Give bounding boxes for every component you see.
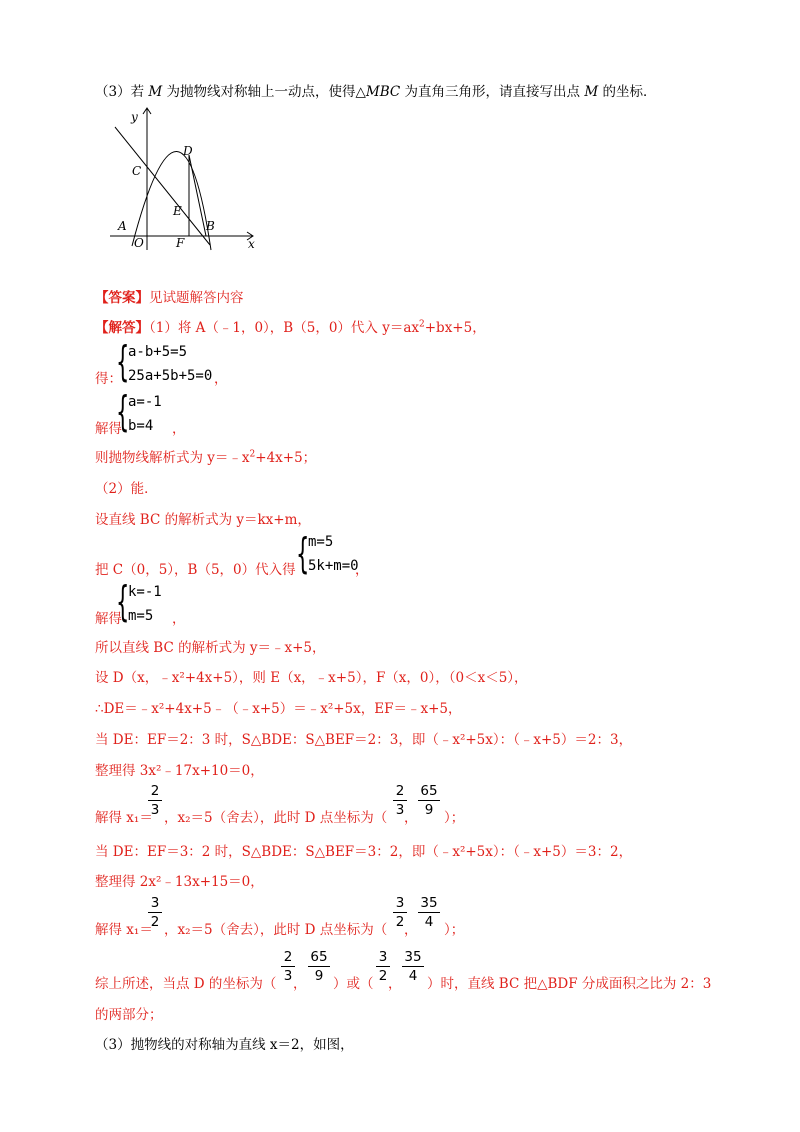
- fraction-3c: 3 2: [376, 949, 390, 984]
- case2: 当 DE：EF＝3：2 时，S△BDE：S△BEF＝3：2，即（﹣x²+5x）：（﹣x+5）＝3：2，: [95, 844, 633, 860]
- label-A: A: [118, 219, 127, 233]
- solution2-c: ，: [404, 922, 418, 938]
- case1: 当 DE：EF＝2：3 时，S△BDE：S△BEF＝2：3，即（﹣x²+5x）：（﹣x+5）＝2：3，: [95, 732, 633, 748]
- summary-a: 综上所述，当点 D 的坐标为（: [95, 976, 277, 992]
- system2-comma: ，: [172, 421, 186, 437]
- solution1-a: 解得 x₁＝: [95, 810, 153, 826]
- line-bc-result: 所以直线 BC 的解析式为 y＝﹣x+5，: [95, 640, 326, 656]
- fraction-2b: 3 2: [393, 895, 407, 930]
- fraction-3d: 35 4: [402, 949, 424, 984]
- label-y: y: [131, 110, 138, 124]
- system3-label: 把 C（0，5），B（5，0）代入得: [95, 562, 296, 578]
- summary-b: ，: [293, 976, 307, 992]
- solution-step1: 【解答】（1）将 A（﹣1，0），B（5，0）代入 $y=ax^2+bx+5$，: [95, 319, 486, 336]
- system3-comma: ，: [355, 562, 369, 578]
- system2-label: 解得: [95, 421, 122, 437]
- brace-4: {: [116, 577, 130, 626]
- system4: k=-1 m=5: [128, 584, 162, 624]
- system1-label: 得：: [95, 371, 122, 387]
- label-E: E: [173, 204, 182, 218]
- solution2-b: ，x₂＝5（舍去），此时 D 点坐标为（: [164, 922, 388, 938]
- part3-axis: （3）抛物线的对称轴为直线 x＝2，如图，: [95, 1037, 354, 1053]
- label-B: B: [206, 219, 215, 233]
- brace-1: {: [116, 337, 130, 386]
- line-bc-setup: 设直线 BC 的解析式为 y＝kx+m，: [95, 512, 311, 528]
- brace-3: {: [296, 529, 310, 578]
- equation1: 整理得 3x²﹣17x+10＝0，: [95, 763, 264, 779]
- answer-line: 【答案】见试题解答内容: [95, 290, 244, 306]
- fraction-2: 3 2: [148, 895, 162, 930]
- part2-heading: （2）能．: [95, 481, 158, 497]
- fraction-2c: 35 4: [418, 895, 440, 930]
- summary-e: ）时，直线 BC 把△BDF 分成面积之比为 2：3: [427, 976, 712, 992]
- summary-d: ，: [388, 976, 402, 992]
- parabola-figure: [110, 105, 260, 255]
- summary-c: ）或（: [333, 976, 374, 992]
- label-x: x: [248, 237, 255, 251]
- summary-end: 的两部分；: [95, 1007, 163, 1023]
- fraction-1: 2 3: [148, 783, 162, 818]
- system2: a=-1 b=4: [128, 394, 162, 434]
- system3: m=5 5k+m=0: [308, 534, 359, 574]
- label-F: F: [176, 236, 185, 250]
- brace-2: {: [116, 387, 130, 436]
- question-text: （3）若 M 为抛物线对称轴上一动点，使得△MBC 为直角三角形，请直接写出点 M 的坐标．: [95, 84, 657, 100]
- fraction-3a: 2 3: [281, 949, 295, 984]
- solution1-c: ，: [404, 810, 418, 826]
- solution2-d: ）；: [444, 922, 465, 938]
- solution1-d: ）；: [444, 810, 465, 826]
- fraction-3b: 65 9: [308, 949, 330, 984]
- fraction-1b: 2 3: [393, 783, 407, 818]
- fraction-1c: 65 9: [418, 783, 440, 818]
- label-D: D: [183, 144, 193, 158]
- label-C: C: [132, 164, 142, 178]
- set-points: 设 D（x，﹣x²+4x+5），则 E（x，﹣x+5），F（x，0），（0＜x＜5），: [95, 670, 528, 686]
- de-expression: ∴DE＝﹣x²+4x+5﹣（﹣x+5）＝﹣x²+5x，EF＝﹣x+5，: [95, 701, 462, 717]
- system4-label: 解得: [95, 611, 122, 627]
- parabola-expression: 则抛物线解析式为 $y=﹣x^2+4x+5$；: [95, 449, 317, 466]
- system1-comma: ，: [214, 371, 228, 387]
- system4-comma: ，: [172, 611, 186, 627]
- solution1-b: ，x₂＝5（舍去），此时 D 点坐标为（: [164, 810, 388, 826]
- equation2: 整理得 2x²﹣13x+15＝0，: [95, 874, 264, 890]
- label-O: O: [134, 236, 144, 250]
- system1: a-b+5=5 25a+5b+5=0: [128, 344, 213, 384]
- solution2-a: 解得 x₁＝: [95, 922, 153, 938]
